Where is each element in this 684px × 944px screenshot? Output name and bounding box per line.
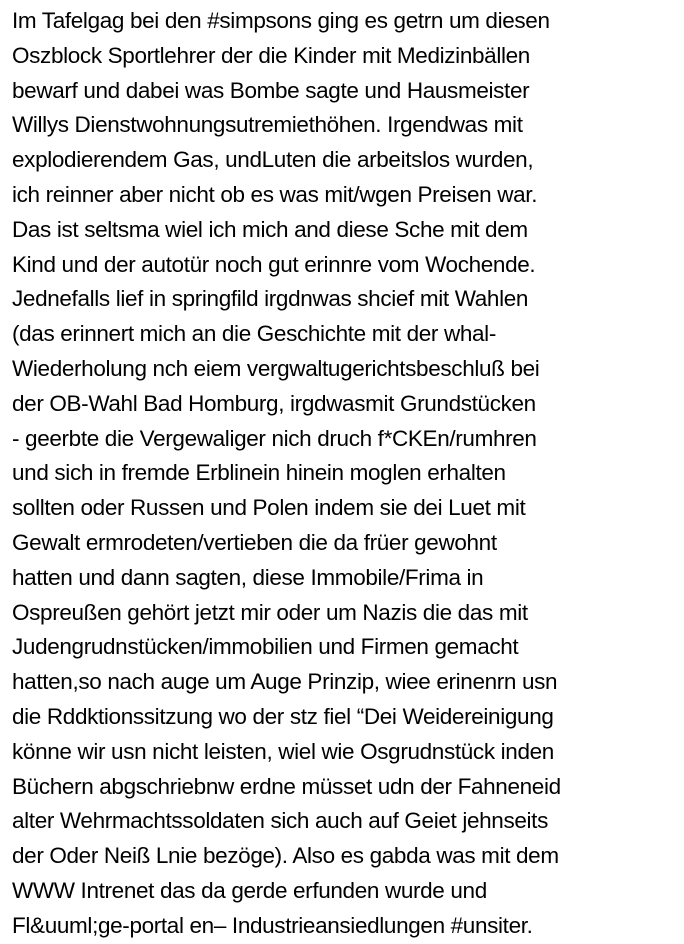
document-page [12,4,680,944]
text-line: Judengrudnstücken/immobilien und Firmen gemacht [12,634,519,660]
text-line: hatten und dann sagten, diese Immobile/Frima in [12,564,484,590]
text-line: WWW Intrenet das da gerde erfunden wurde und [12,877,487,903]
text-line: - geerbte die Vergewaliger nich druch f*CKEn/rumhren [12,425,537,451]
text-line: Das ist seltsma wiel ich mich and diese Sche mit dem [12,216,528,242]
text-line: hatten,so nach auge um Auge Prinzip, wiee erinenrn usn [12,669,558,695]
text-line: Büchern abgschriebnw erdne müsset udn der Fahneneid [12,773,561,799]
text-line: der Oder Neiß Lnie bezöge). Also es gabda was mit dem [12,843,559,869]
text-line: und sich in fremde Erblinein hinein moglen erhalten [12,460,506,486]
text-line: Fl&uuml;ge-portal en– Industrieansiedlungen #unsiter. [12,912,533,938]
text-line: könne wir usn nicht leisten, wiel wie Osgrudnstück inden [12,738,554,764]
text-line: Wiederholung nch eiem vergwaltugerichtsbeschluß bei [12,355,540,381]
text-line: ich reinner aber nicht ob es was mit/wgen Preisen war. [12,181,538,207]
text-line: explodierendem Gas, undLuten die arbeitslos wurden, [12,147,534,173]
text-line: Ospreußen gehört jetzt mir oder um Nazis die das mit [12,599,528,625]
text-line: Im Tafelgag bei den #simpsons ging es getrn um diesen [12,8,550,33]
text-line: Jednefalls lief in springfild irgdnwas shcief mit Wahlen [12,286,529,312]
text-line: die Rddktionssitzung wo der stz fiel “Dei Weidereinigung [12,703,554,729]
text-line: (das erinnert mich an die Geschichte mit der whal- [12,321,496,347]
text-line: Willys Dienstwohnungsutremiethöhen. Irgendwas mit [12,112,523,138]
text-line: bewarf und dabei was Bombe sagte und Hausmeister [12,77,530,103]
text-line: Oszblock Sportlehrer der die Kinder mit Medizinbällen [12,42,530,68]
text-line: der OB-Wahl Bad Homburg, irgdwasmit Grundstücken [12,390,536,416]
text-line: sollten oder Russen und Polen indem sie dei Luet mit [12,495,526,521]
text-line: alter Wehrmachtssoldaten sich auch auf Geiet jehnseits [12,808,548,834]
text-line: Kind und der autotür noch gut erinnre vom Wochende. [12,251,536,277]
text-line: Gewalt ermrodeten/vertieben die da früer gewohnt [12,529,497,555]
